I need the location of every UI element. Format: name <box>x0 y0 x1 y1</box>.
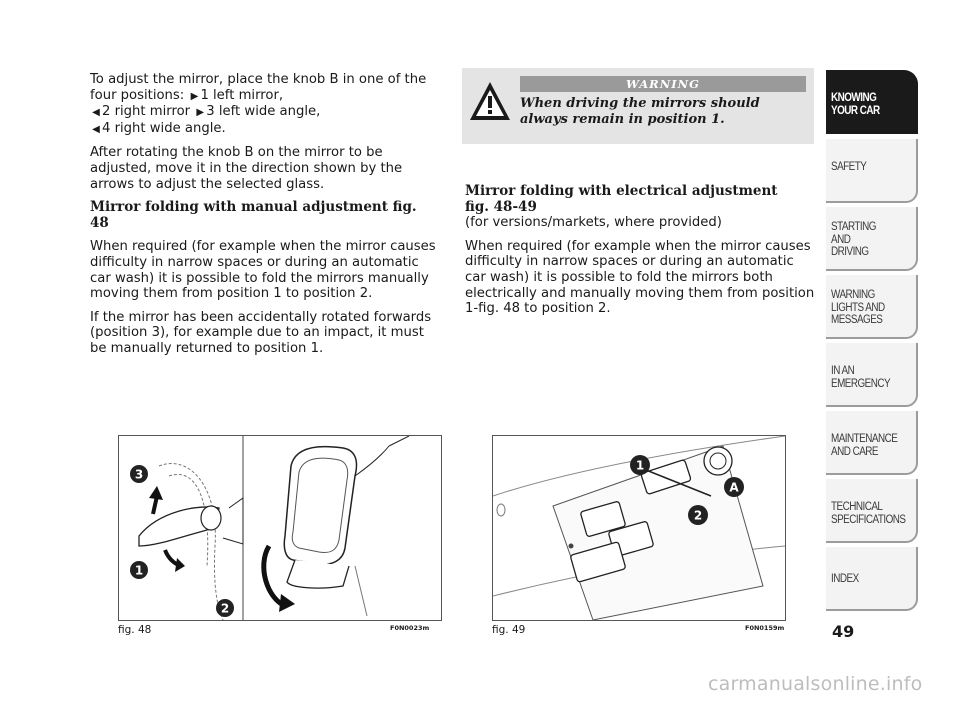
callout-A <box>723 476 745 498</box>
figure-48 <box>118 435 442 621</box>
mirror-folding-illustration <box>119 436 441 620</box>
tab-label: KNOWING YOUR CAR <box>831 92 880 117</box>
triangle-right-icon: ▶ <box>190 90 199 102</box>
tab-warning-lights[interactable] <box>826 275 918 339</box>
tab-label: WARNING LIGHTS AND MESSAGES <box>831 289 885 326</box>
callout-2 <box>215 598 235 618</box>
triangle-left-icon: ◀ <box>92 107 100 119</box>
callout-2 <box>687 504 709 526</box>
triangle-right-icon: ▶ <box>196 107 205 119</box>
subtitle: (for versions/markets, where provided) <box>465 215 722 231</box>
figure-49 <box>492 435 786 621</box>
triangle-left-icon: ◀ <box>92 123 100 135</box>
tab-label: TECHNICAL SPECIFICATIONS <box>831 501 906 526</box>
tab-label: INDEX <box>831 573 859 585</box>
electric-fold-paragraph: When required (for example when the mirror causes difficulty in narrow spaces or during an automatic car wash) it is possible to fold the mirrors both electrically and manually moving them from position 1-fig. 48 to position 2. <box>465 238 815 317</box>
section-heading-electric <box>465 184 815 215</box>
heading-line-1: Mirror folding with electrical adjustment <box>465 183 778 199</box>
forward-rotation-paragraph: If the mirror has been accidentally rotated forwards (position 3), for example due to an impact, it must be manually returned to position 1. <box>90 309 432 356</box>
text-pos-4: 4 right wide angle. <box>102 120 226 136</box>
left-column <box>90 72 440 365</box>
tab-knowing-your-car[interactable] <box>826 70 918 134</box>
section-heading-manual: Mirror folding with manual adjustment fig. 48 <box>90 199 417 231</box>
callout-3-label: 3 <box>134 467 144 482</box>
text-intro: To adjust the mirror, place the knob B in one of the four positions: <box>90 72 427 103</box>
callout-2-label: 2 <box>693 508 703 523</box>
manual-fold-paragraph: When required (for example when the mirror causes difficulty in narrow spaces or during an automatic car wash) it is possible to fold the mirrors manually moving them from position 1 to position 2. <box>90 239 436 302</box>
callout-1-label: 1 <box>635 458 645 473</box>
callout-A-label: A <box>729 480 739 495</box>
page-number: 49 <box>832 622 855 641</box>
figure-49-code: F0N0159m <box>745 624 785 632</box>
text-pos-3: 3 left wide angle, <box>206 104 321 120</box>
tab-in-an-emergency[interactable] <box>826 343 918 407</box>
figure-48-code: F0N0023m <box>390 624 430 632</box>
tab-label: IN AN EMERGENCY <box>831 365 891 390</box>
tab-safety[interactable] <box>826 139 918 203</box>
right-column <box>465 184 815 325</box>
tab-technical-specifications[interactable] <box>826 479 918 543</box>
warning-text: When driving the mirrors should always remain in position 1. <box>520 96 760 127</box>
tab-label: STARTING AND DRIVING <box>831 221 876 258</box>
text-pos-2: 2 right mirror <box>102 104 195 120</box>
warning-title: WARNING <box>520 76 806 92</box>
warning-box <box>462 68 814 144</box>
figure-49-caption: fig. 49 <box>492 624 526 636</box>
callout-3 <box>129 464 149 484</box>
callout-1 <box>129 560 149 580</box>
tab-label: MAINTENANCE AND CARE <box>831 433 898 458</box>
callout-2-label: 2 <box>220 601 230 616</box>
text-pos-1: 1 left mirror, <box>200 87 284 103</box>
heading-line-2: fig. 48-49 <box>465 198 537 215</box>
figure-48-caption: fig. 48 <box>118 624 152 636</box>
tab-maintenance[interactable] <box>826 411 918 475</box>
tab-index[interactable] <box>826 547 918 611</box>
tab-label: SAFETY <box>831 161 867 173</box>
callout-1 <box>629 454 651 476</box>
watermark: carmanualsonline.info <box>708 673 923 695</box>
adjust-paragraph: After rotating the knob B on the mirror to be adjusted, move it in the direction shown by the arrows to adjust the selected glass. <box>90 145 403 192</box>
warning-icon <box>466 74 514 126</box>
mirror-position-paragraph <box>90 72 440 137</box>
tab-starting-and-driving[interactable] <box>826 207 918 271</box>
callout-1-label: 1 <box>134 563 144 578</box>
